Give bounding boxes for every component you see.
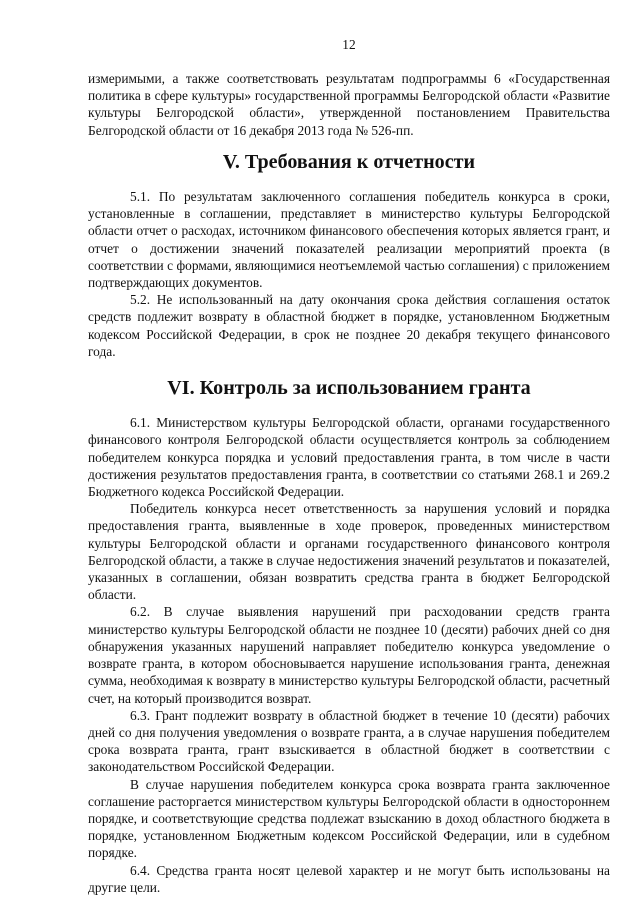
page-number: 12 — [342, 37, 356, 52]
paragraph-6-1-liability: Победитель конкурса несет ответственность за нарушения условий и порядка предоставления гранта, выявленные в ходе проверок, проведенных министерством культуры Белгородской области и органами государственного финансового контроля Белгородской области, а также в случае недостижения значений результатов и показателей, указанных в соглашении, обязан возвратить средства гранта в бюджет Белгородской области. — [88, 501, 610, 603]
paragraph-5-1: 5.1. По результатам заключенного соглашения победитель конкурса в сроки, установленные в соглашении, представляет в министерство культуры Белгородской области отчет о расходах, источником финансового обеспечения которых является грант, и отчет о достижении значений показателей реализации мероприятий проекта (в соответствии с формами, являющимися неотъемлемой частью соглашения) с приложением подтверждающих документов. — [88, 189, 610, 291]
paragraph-6-1: 6.1. Министерством культуры Белгородской области, органами государственного финансового контроля Белгородской области осуществляется контроль за соблюдением победителем конкурса порядка и условий предоставления гранта, в том числе в части достижения результатов предоставления гранта, в соответствии со статьями 268.1 и 269.2 Бюджетного кодекса Российской Федерации. — [88, 415, 610, 500]
paragraph-6-3: 6.3. Грант подлежит возврату в областной бюджет в течение 10 (десяти) рабочих дней со дня получения уведомления о возврате гранта, а в случае нарушения победителем срока возврата гранта, грант взыскивается в областной бюджет в соответствии с законодательством Российской Федерации. — [88, 707, 610, 775]
paragraph-6-3-termination: В случае нарушения победителем конкурса срока возврата гранта заключенное соглашение расторгается министерством культуры Белгородской области в одностороннем порядке, и соответствующие средства подлежат взысканию в доход областного бюджета в порядке, установленном Бюджетным кодексом Российской Федерации, или в судебном порядке. — [88, 776, 610, 861]
paragraph-5-2: 5.2. Не использованный на дату окончания срока действия соглашения остаток средств подлежит возврату в областной бюджет в порядке, установленном Бюджетным кодексом Российской Федерации, в срок не позднее 20 декабря текущего финансового года. — [88, 292, 610, 359]
section-6-heading: VI. Контроль за использованием гранта — [167, 377, 531, 400]
paragraph-6-2: 6.2. В случае выявления нарушений при расходовании средств гранта министерство культуры Белгородской области не позднее 10 (десяти) рабочих дней со дня обнаружения указанных нарушений направляет победителю конкурса уведомление о возврате гранта, в котором обосновывается нарушение использования гранта, денежная сумма, необходимая к возврату в министерство культуры Белгородской области, расчетный счет, на который производится возврат. — [88, 604, 610, 706]
paragraph-6-4: 6.4. Средства гранта носят целевой характер и не могут быть использованы на другие цели. — [88, 862, 610, 895]
section-5-heading: V. Требования к отчетности — [222, 150, 476, 173]
document-page — [88, 36, 610, 896]
paragraph-intro: измеримыми, а также соответствовать результатам подпрограммы 6 «Государственная политика в сфере культуры» государственной программы Белгородской области «Развитие культуры Белгородской области», утвержденной постановлением Правительства Белгородской области от 16 декабря 2013 года № 526-пп. — [88, 71, 610, 138]
